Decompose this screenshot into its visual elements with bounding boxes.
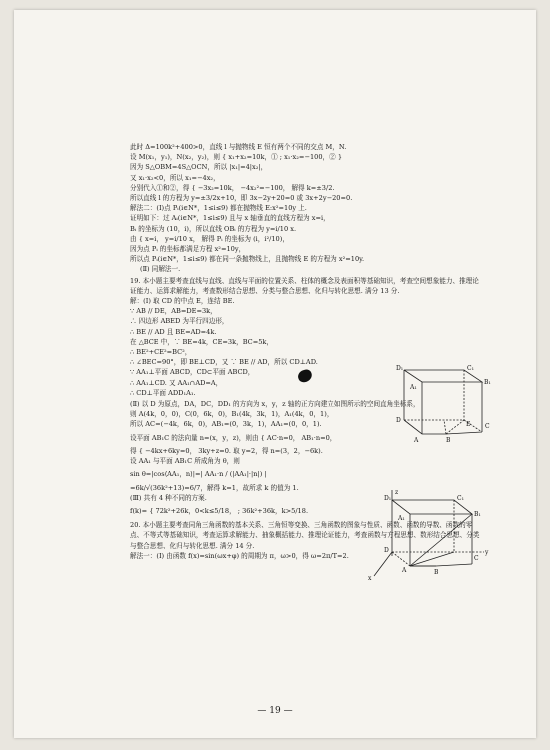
- text-line: 所以直线 l 的方程为 y=±3/2x+10，即 3x−2y+20=0 或 3x+2y−20=0.: [130, 194, 353, 203]
- text-line: 所以点 Pᵢ(i∈N*，1≤i≤9) 都在同一条抛物线上，且抛物线 E 的方程为 x²=10y.: [130, 255, 365, 264]
- text-line: 解：(Ⅰ) 取 CD 的中点 E，连结 BE.: [130, 297, 235, 306]
- label-B: B: [434, 569, 439, 576]
- label-z: z: [395, 489, 399, 496]
- text-line: 设 M(x₁，y₁)，N(x₂，y₂)，则 { x₁+x₂=10k，① ; x₁·x₂=−100，② }: [130, 153, 343, 162]
- page-number: — 19 —: [257, 706, 293, 716]
- label-C: C: [474, 555, 479, 562]
- label-A1: A₁: [410, 384, 417, 391]
- text-line: 证明如下：过 Aᵢ(i∈N*，1≤i≤9) 且与 x 轴垂直的直线方程为 x=i，: [130, 214, 330, 223]
- label-D1: D₁: [396, 365, 404, 372]
- text-line: ∴ BE // AD 且 BE=AD=4k.: [130, 327, 217, 336]
- label-B: B: [446, 437, 451, 444]
- text-line: ∴ BE²+CE²=BC²，: [130, 348, 192, 357]
- text-line: ∴ ∠BEC=90°，即 BE⊥CD，又 ∵ BE // AD，所以 CD⊥AD.: [130, 358, 318, 367]
- question-20-header: 20. 本小题主要考查同角三角函数的基本关系、三角恒等变换、三角函数的图象与性质、函数、函数的导数、函数的零点、不等式等基础知识，考查运算求解能力、抽象概括能力、推理论证能力，考查函数与方程思想、数形结合思想、分类与整合思想、化归与转化思想. 满分 14 分.: [130, 521, 480, 550]
- text-line: f(k)= { 72k²+26k，0<k≤5/18， ; 36k²+36k，k>5/18.: [130, 506, 309, 515]
- text-line: ∵ AA₁⊥平面 ABCD，CD⊂平面 ABCD，: [130, 368, 255, 377]
- label-A1: A₁: [398, 515, 405, 522]
- label-B1: B₁: [474, 511, 481, 518]
- text-line: 设 AA₁ 与平面 AB₁C 所成角为 θ，则: [130, 457, 240, 466]
- text-line: 由 { x=i， y=i/10 x， 解得 Pᵢ 的坐标为 (i，i²/10)，: [130, 234, 289, 243]
- label-E: E: [466, 421, 471, 428]
- text-line: 解法二：(Ⅰ)点 Pᵢ(i∈N*，1≤i≤9) 都在抛物线 E:x²=10y 上.: [130, 204, 307, 213]
- label-A: A: [402, 567, 407, 574]
- text-line: 因为 S△OBM=4S△OCN，所以 |x₁|=4|x₂|，: [130, 163, 268, 172]
- question-19-header: 19. 本小题主要考查直线与直线、直线与平面的位置关系、柱体的概念及表面积等基础知识，考查空间想象能力、推理论证能力、运算求解能力，考查数形结合思想、分类与整合思想、化归与转化思想. 满分 13 分.: [130, 276, 479, 295]
- label-C1: C₁: [467, 365, 474, 372]
- text-line: sin θ=|cos⟨AA₁，n⟩|=| AA₁·n / (|AA₁|·|n|) |: [130, 470, 267, 479]
- prism-figure-2: [362, 486, 492, 582]
- label-y: y: [485, 549, 489, 556]
- text-line: ∴ 四边形 ABED 为平行四边形，: [130, 317, 229, 326]
- text-line: ∵ AB // DE，AB=DE=3k，: [130, 307, 217, 316]
- label-B1: B₁: [484, 379, 491, 386]
- text-line: 在 △BCE 中，∵ BE=4k，CE=3k，BC=5k，: [130, 337, 274, 346]
- label-D: D: [384, 547, 389, 554]
- text-line: 分别代入①和②，得 { −3x₂=10k， −4x₂²=−100， 解得 k=±3/2.: [130, 183, 335, 192]
- text-line: (Ⅲ) 共有 4 种不同的方案.: [130, 493, 207, 502]
- text-line: 因为点 Pᵢ 的坐标都满足方程 x²=10y，: [130, 245, 246, 254]
- text-line: 得 { −4kx+6ky=0， 3ky+z=0. 取 y=2，得 n=(3，2，−6k).: [130, 446, 323, 455]
- text-line: 此时 Δ=100k²+400>0，直线 l 与抛物线 E 恒有两个不同的交点 M，N.: [130, 143, 347, 151]
- text-line: 设平面 AB₁C 的法向量 n=(x，y，z)，则由 { AC·n=0， AB₁·n=0，: [130, 433, 337, 442]
- text-line: ∴ AA₁⊥CD. 又 AA₁∩AD=A，: [130, 378, 223, 387]
- text-line: =6k/√(36k²+13)=6/7，解得 k=1，故所求 k 的值为 1.: [130, 483, 299, 492]
- text-line: 则 A(4k，0，0)，C(0，6k，0)，B₁(4k，3k，1)，A₁(4k，0，1)，: [130, 410, 334, 419]
- text-line: (Ⅱ) 同解法一.: [140, 265, 181, 274]
- text-line: Bᵢ 的坐标为 (10，i)，所以直线 OBᵢ 的方程为 y=i/10 x.: [130, 224, 297, 233]
- label-C: C: [485, 423, 490, 430]
- label-D: D: [396, 417, 401, 424]
- label-A: A: [414, 437, 419, 444]
- prism-figure-1: [384, 364, 494, 448]
- label-C1: C₁: [457, 495, 464, 502]
- text-line: 解法一：(Ⅰ) 由函数 f(x)=sin(ωx+φ) 的周期为 π，ω>0，得 ω=2π/T=2.: [130, 551, 349, 560]
- text-line: 又 x₁·x₂<0，所以 x₁=−4x₂，: [130, 173, 220, 182]
- label-x: x: [368, 575, 372, 582]
- text-line: ∴ CD⊥平面 ADD₁A₁.: [130, 388, 196, 397]
- label-D1: D₁: [384, 495, 392, 502]
- text-line: (Ⅱ) 以 D 为原点，DA，DC，DD₁ 的方向为 x，y，z 轴的正方向建立如图所示的空间直角坐标系，: [130, 400, 420, 409]
- text-line: 所以 AC=(−4k，6k，0)，AB₁=(0，3k，1)，AA₁=(0，0，1).: [130, 420, 322, 429]
